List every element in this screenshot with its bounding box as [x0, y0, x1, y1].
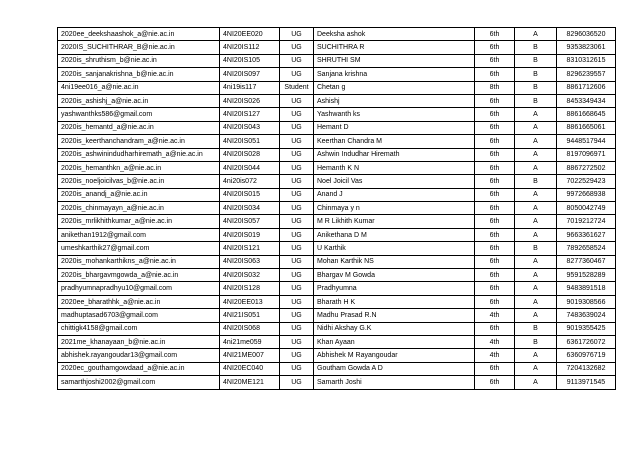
name-cell: Hemant D [314, 121, 475, 134]
email-cell: umeshkarthik27@gmail.com [58, 242, 220, 255]
phone-cell: 8310312615 [557, 54, 616, 67]
name-cell: Ashishj [314, 94, 475, 107]
phone-cell: 7892658524 [557, 242, 616, 255]
usn-cell: 4NI20IS032 [220, 269, 280, 282]
email-cell: 2020ec_gouthamgowdaad_a@nie.ac.in [58, 362, 220, 375]
usn-cell: 4NI20IS019 [220, 228, 280, 241]
email-cell: 2020is_mohankarthikns_a@nie.ac.in [58, 255, 220, 268]
email-cell: 2020is_noeljoicilvas_b@nie.ac.in [58, 175, 220, 188]
program-cell: UG [280, 255, 314, 268]
name-cell: Goutham Gowda A D [314, 362, 475, 375]
semester-cell: 4th [475, 335, 515, 348]
phone-cell: 6360976719 [557, 349, 616, 362]
table-row [58, 322, 616, 335]
email-cell: yashwanthks586@gmail.com [58, 108, 220, 121]
email-cell: 2020is_keerthanchandram_a@nie.ac.in [58, 135, 220, 148]
usn-cell: 4NI20IS028 [220, 148, 280, 161]
section-cell: A [515, 255, 557, 268]
table-row [58, 335, 616, 348]
semester-cell: 6th [475, 121, 515, 134]
phone-cell: 7483639024 [557, 309, 616, 322]
program-cell: UG [280, 295, 314, 308]
email-cell: pradhyumnapradhyu10@gmail.com [58, 282, 220, 295]
name-cell: Ashwin Indudhar Hiremath [314, 148, 475, 161]
email-cell: samarthjoshi2002@gmail.com [58, 376, 220, 389]
section-cell: B [515, 68, 557, 81]
email-cell: anikethan1912@gmail.com [58, 228, 220, 241]
program-cell: UG [280, 108, 314, 121]
email-cell: 2020is_sanjanakrishna_b@nie.ac.in [58, 68, 220, 81]
table-row [58, 108, 616, 121]
program-cell: UG [280, 282, 314, 295]
email-cell: 2020is_chinmayayn_a@nie.ac.in [58, 202, 220, 215]
table-row [58, 269, 616, 282]
program-cell: UG [280, 68, 314, 81]
semester-cell: 6th [475, 68, 515, 81]
usn-cell: 4ni20is072 [220, 175, 280, 188]
name-cell: Anand J [314, 188, 475, 201]
section-cell: A [515, 135, 557, 148]
usn-cell: 4NI20EE020 [220, 28, 280, 41]
table-row [58, 376, 616, 389]
table-row [58, 54, 616, 67]
usn-cell: 4NI20IS121 [220, 242, 280, 255]
email-cell: 2020is_ashishj_a@nie.ac.in [58, 94, 220, 107]
name-cell: Chinmaya y n [314, 202, 475, 215]
table-row [58, 242, 616, 255]
program-cell: UG [280, 161, 314, 174]
section-cell: B [515, 54, 557, 67]
usn-cell: 4NI20EC040 [220, 362, 280, 375]
semester-cell: 6th [475, 228, 515, 241]
name-cell: Samarth Joshi [314, 376, 475, 389]
phone-cell: 8453349434 [557, 94, 616, 107]
email-cell: 2020IS_SUCHITHRAR_B@nie.ac.in [58, 41, 220, 54]
section-cell: A [515, 188, 557, 201]
email-cell: 2020is_mrlikhithkumar_a@nie.ac.in [58, 215, 220, 228]
program-cell: UG [280, 335, 314, 348]
email-cell: 2020ee_deekshaashok_a@nie.ac.in [58, 28, 220, 41]
usn-cell: 4NI20IS034 [220, 202, 280, 215]
usn-cell: 4NI21ME007 [220, 349, 280, 362]
usn-cell: 4ni21me059 [220, 335, 280, 348]
semester-cell: 6th [475, 269, 515, 282]
semester-cell: 6th [475, 108, 515, 121]
name-cell: Chetan g [314, 81, 475, 94]
email-cell: madhuptasad6703@gmail.com [58, 309, 220, 322]
semester-cell: 6th [475, 202, 515, 215]
program-cell: UG [280, 362, 314, 375]
program-cell: Student [280, 81, 314, 94]
semester-cell: 6th [475, 282, 515, 295]
table-row [58, 148, 616, 161]
name-cell: Keerthan Chandra M [314, 135, 475, 148]
program-cell: UG [280, 322, 314, 335]
program-cell: UG [280, 135, 314, 148]
table-row [58, 161, 616, 174]
phone-cell: 7022529423 [557, 175, 616, 188]
name-cell: Hemanth K N [314, 161, 475, 174]
section-cell: A [515, 309, 557, 322]
table-body [58, 28, 616, 390]
semester-cell: 6th [475, 376, 515, 389]
usn-cell: 4NI20IS127 [220, 108, 280, 121]
name-cell: Anikethana D M [314, 228, 475, 241]
table-row [58, 135, 616, 148]
name-cell: SHRUTHI SM [314, 54, 475, 67]
table-row [58, 94, 616, 107]
phone-cell: 8197096971 [557, 148, 616, 161]
phone-cell: 9972668938 [557, 188, 616, 201]
usn-cell: 4NI21IS051 [220, 309, 280, 322]
usn-cell: 4NI20IS128 [220, 282, 280, 295]
phone-cell: 7019212724 [557, 215, 616, 228]
program-cell: UG [280, 376, 314, 389]
name-cell: Bhargav M Gowda [314, 269, 475, 282]
table-row [58, 362, 616, 375]
table-row [58, 81, 616, 94]
section-cell: A [515, 148, 557, 161]
usn-cell: 4ni19is117 [220, 81, 280, 94]
usn-cell: 4NI20ME121 [220, 376, 280, 389]
section-cell: A [515, 282, 557, 295]
student-table [57, 27, 616, 390]
program-cell: UG [280, 175, 314, 188]
name-cell: M R Likhith Kumar [314, 215, 475, 228]
phone-cell: 9483891518 [557, 282, 616, 295]
program-cell: UG [280, 28, 314, 41]
usn-cell: 4NI20IS063 [220, 255, 280, 268]
semester-cell: 6th [475, 94, 515, 107]
name-cell: Khan Ayaan [314, 335, 475, 348]
semester-cell: 6th [475, 215, 515, 228]
table-row [58, 121, 616, 134]
section-cell: A [515, 269, 557, 282]
phone-cell: 9113971545 [557, 376, 616, 389]
email-cell: 2020is_ashwinindudharhiremath_a@nie.ac.in [58, 148, 220, 161]
semester-cell: 6th [475, 175, 515, 188]
name-cell: SUCHITHRA R [314, 41, 475, 54]
program-cell: UG [280, 188, 314, 201]
semester-cell: 6th [475, 362, 515, 375]
program-cell: UG [280, 269, 314, 282]
phone-cell: 9448517944 [557, 135, 616, 148]
email-cell: abhishek.rayangoudar13@gmail.com [58, 349, 220, 362]
table-row [58, 295, 616, 308]
email-cell: 2020is_hemantd_a@nie.ac.in [58, 121, 220, 134]
section-cell: A [515, 362, 557, 375]
semester-cell: 6th [475, 242, 515, 255]
program-cell: UG [280, 121, 314, 134]
semester-cell: 4th [475, 349, 515, 362]
semester-cell: 6th [475, 322, 515, 335]
usn-cell: 4NI20IS044 [220, 161, 280, 174]
program-cell: UG [280, 41, 314, 54]
usn-cell: 4NI20IS057 [220, 215, 280, 228]
semester-cell: 6th [475, 255, 515, 268]
table-row [58, 68, 616, 81]
name-cell: Noel Joicil Vas [314, 175, 475, 188]
phone-cell: 8867272502 [557, 161, 616, 174]
name-cell: Madhu Prasad R.N [314, 309, 475, 322]
phone-cell: 8296239557 [557, 68, 616, 81]
section-cell: B [515, 81, 557, 94]
section-cell: B [515, 242, 557, 255]
email-cell: 2020ee_bharathhk_a@nie.ac.in [58, 295, 220, 308]
section-cell: A [515, 215, 557, 228]
section-cell: B [515, 322, 557, 335]
section-cell: A [515, 295, 557, 308]
name-cell: Pradhyumna [314, 282, 475, 295]
phone-cell: 7204132682 [557, 362, 616, 375]
name-cell: Bharath H K [314, 295, 475, 308]
phone-cell: 9019355425 [557, 322, 616, 335]
email-cell: chittigk4158@gmail.com [58, 322, 220, 335]
name-cell: Mohan Karthik NS [314, 255, 475, 268]
usn-cell: 4NI20IS026 [220, 94, 280, 107]
section-cell: B [515, 41, 557, 54]
program-cell: UG [280, 242, 314, 255]
phone-cell: 8277360467 [557, 255, 616, 268]
email-cell: 2020is_bhargavmgowda_a@nie.ac.in [58, 269, 220, 282]
table-row [58, 215, 616, 228]
semester-cell: 8th [475, 81, 515, 94]
email-cell: 2020is_hemanthkn_a@nie.ac.in [58, 161, 220, 174]
section-cell: A [515, 349, 557, 362]
section-cell: B [515, 335, 557, 348]
section-cell: A [515, 121, 557, 134]
program-cell: UG [280, 228, 314, 241]
usn-cell: 4NI20IS097 [220, 68, 280, 81]
table-row [58, 41, 616, 54]
usn-cell: 4NI20IS043 [220, 121, 280, 134]
email-cell: 2020is_anandj_a@nie.ac.in [58, 188, 220, 201]
program-cell: UG [280, 94, 314, 107]
section-cell: A [515, 108, 557, 121]
semester-cell: 6th [475, 54, 515, 67]
phone-cell: 8861712606 [557, 81, 616, 94]
usn-cell: 4NI20IS105 [220, 54, 280, 67]
phone-cell: 8050042749 [557, 202, 616, 215]
phone-cell: 9591528289 [557, 269, 616, 282]
table-row [58, 282, 616, 295]
table-row [58, 188, 616, 201]
usn-cell: 4NI20IS112 [220, 41, 280, 54]
usn-cell: 4NI20EE013 [220, 295, 280, 308]
phone-cell: 8861665061 [557, 121, 616, 134]
phone-cell: 6361726072 [557, 335, 616, 348]
table-row [58, 228, 616, 241]
email-cell: 2021me_khanayaan_b@nie.ac.in [58, 335, 220, 348]
semester-cell: 6th [475, 28, 515, 41]
semester-cell: 4th [475, 309, 515, 322]
usn-cell: 4NI20IS068 [220, 322, 280, 335]
section-cell: B [515, 175, 557, 188]
table-row [58, 349, 616, 362]
email-cell: 2020is_shruthism_b@nie.ac.in [58, 54, 220, 67]
semester-cell: 6th [475, 295, 515, 308]
usn-cell: 4NI20IS051 [220, 135, 280, 148]
phone-cell: 9019308566 [557, 295, 616, 308]
table-row [58, 255, 616, 268]
name-cell: U Karthik [314, 242, 475, 255]
section-cell: A [515, 161, 557, 174]
program-cell: UG [280, 202, 314, 215]
table-row [58, 309, 616, 322]
program-cell: UG [280, 215, 314, 228]
section-cell: A [515, 202, 557, 215]
phone-cell: 8296036520 [557, 28, 616, 41]
semester-cell: 6th [475, 135, 515, 148]
name-cell: Sanjana krishna [314, 68, 475, 81]
program-cell: UG [280, 349, 314, 362]
program-cell: UG [280, 309, 314, 322]
phone-cell: 9353823061 [557, 41, 616, 54]
section-cell: A [515, 376, 557, 389]
semester-cell: 6th [475, 188, 515, 201]
usn-cell: 4NI20IS015 [220, 188, 280, 201]
email-cell: 4ni19ee016_a@nie.ac.in [58, 81, 220, 94]
section-cell: A [515, 228, 557, 241]
table-row [58, 28, 616, 41]
name-cell: Deeksha ashok [314, 28, 475, 41]
phone-cell: 8861668645 [557, 108, 616, 121]
program-cell: UG [280, 148, 314, 161]
table-row [58, 175, 616, 188]
name-cell: Nidhi Akshay G.K [314, 322, 475, 335]
semester-cell: 6th [475, 41, 515, 54]
semester-cell: 6th [475, 161, 515, 174]
name-cell: Yashwanth ks [314, 108, 475, 121]
phone-cell: 9663361627 [557, 228, 616, 241]
program-cell: UG [280, 54, 314, 67]
section-cell: B [515, 94, 557, 107]
table-row [58, 202, 616, 215]
name-cell: Abhishek M Rayangoudar [314, 349, 475, 362]
section-cell: A [515, 28, 557, 41]
semester-cell: 6th [475, 148, 515, 161]
